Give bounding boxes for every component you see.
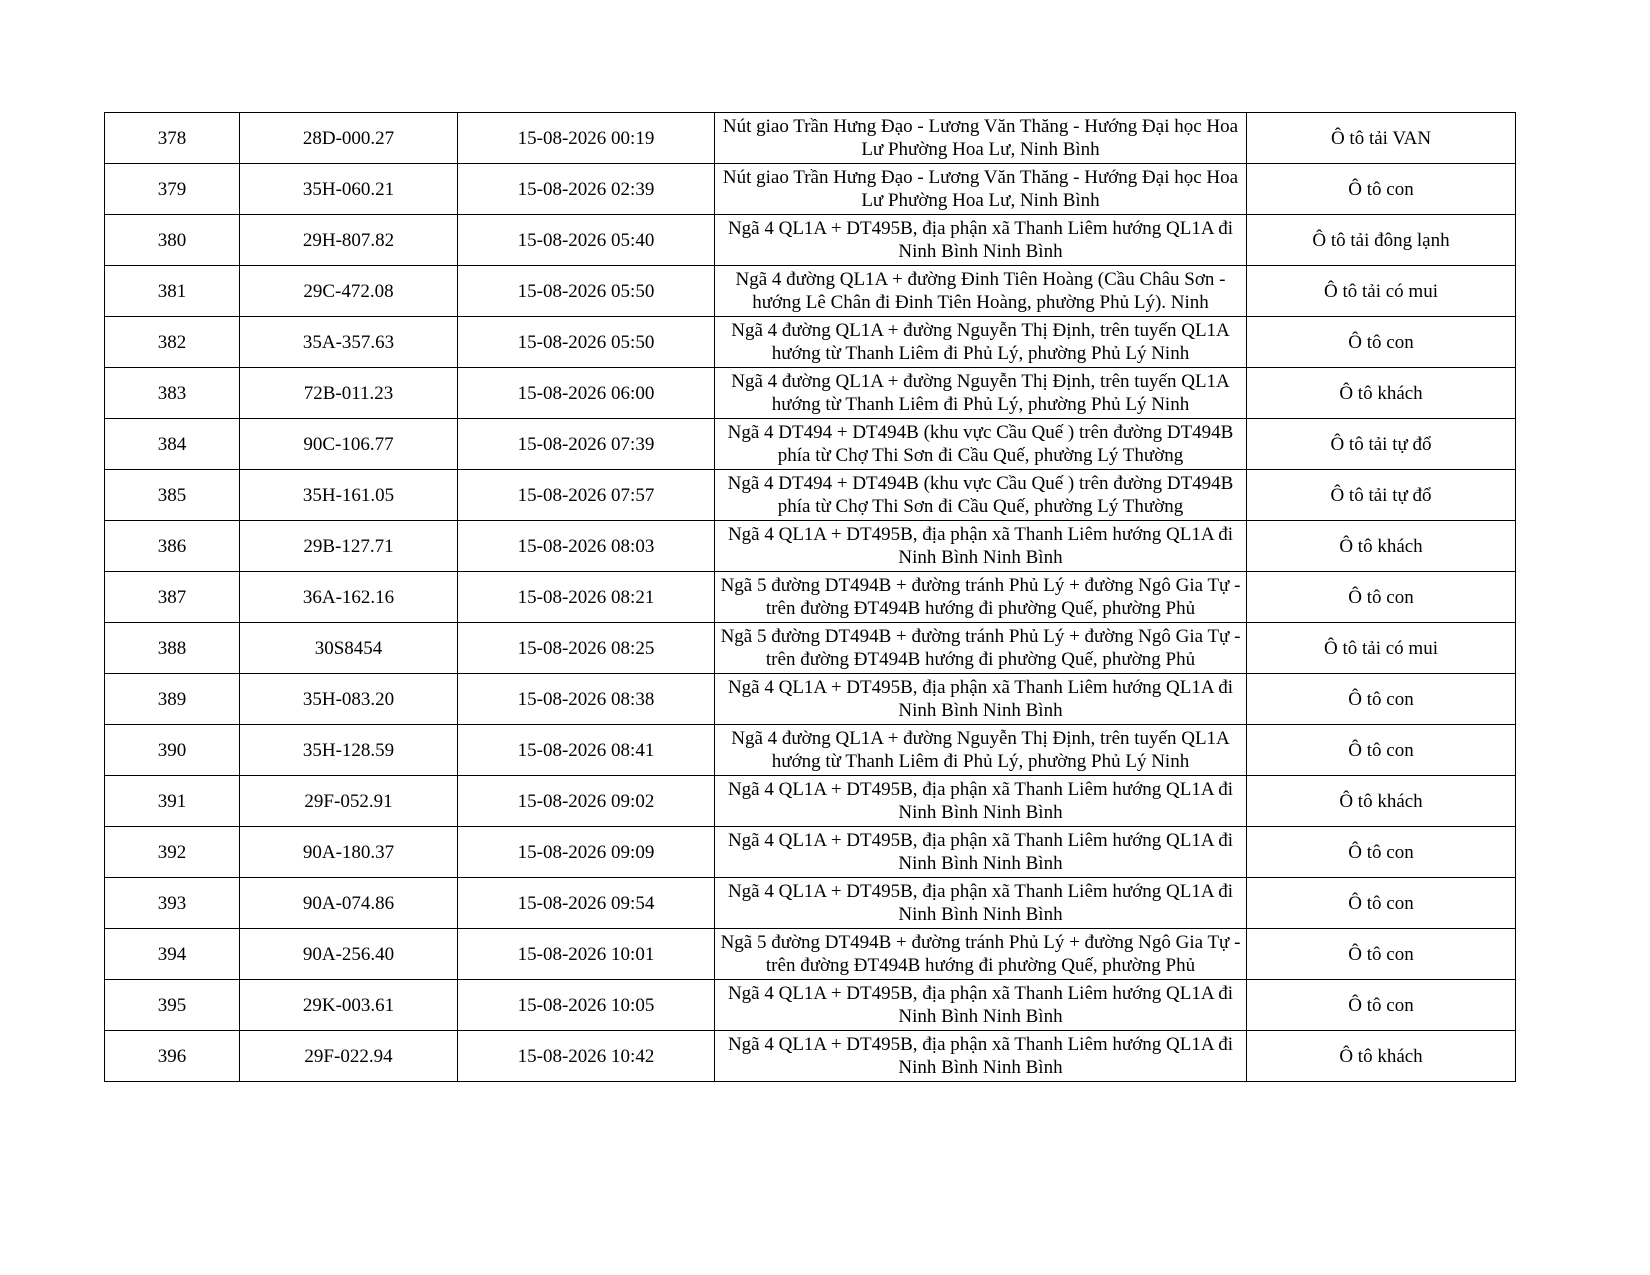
- vehicle-text: Ô tô con: [1348, 943, 1414, 965]
- cell-vehicle: [1247, 521, 1516, 572]
- stt-text: 388: [157, 637, 187, 659]
- table-row: [105, 827, 1516, 878]
- vehicle-text: Ô tô con: [1348, 841, 1414, 863]
- plate-text: 90A-074.86: [302, 892, 395, 914]
- time-text: 15-08-2026 07:57: [517, 484, 655, 506]
- location-text: Ngã 4 DT494 + DT494B (khu vực Cầu Quế ) trên đường DT494B phía từ Chợ Thi Sơn đi Cầu Quế, phường Lý Thường: [727, 422, 1234, 466]
- location-text: Nút giao Trần Hưng Đạo - Lương Văn Thăng - Hướng Đại học Hoa Lư Phường Hoa Lư, Ninh Bình: [722, 167, 1239, 211]
- cell-time: [458, 113, 715, 164]
- vehicle-text: Ô tô khách: [1339, 790, 1423, 812]
- location-text: Ngã 4 đường QL1A + đường Nguyễn Thị Định, trên tuyến QL1A hướng từ Thanh Liêm đi Phủ Lý, phường Phủ Lý Ninh: [731, 728, 1230, 772]
- cell-time: [458, 827, 715, 878]
- plate-text: 90C-106.77: [303, 433, 394, 455]
- stt-text: 382: [157, 331, 187, 353]
- stt-text: 379: [157, 178, 187, 200]
- cell-time: [458, 317, 715, 368]
- cell-plate: [240, 878, 458, 929]
- cell-plate: [240, 572, 458, 623]
- cell-time: [458, 1031, 715, 1082]
- cell-vehicle: [1247, 878, 1516, 929]
- table-row: [105, 1031, 1516, 1082]
- cell-vehicle: [1247, 164, 1516, 215]
- cell-vehicle: [1247, 725, 1516, 776]
- table-row: [105, 521, 1516, 572]
- time-text: 15-08-2026 10:05: [517, 994, 655, 1016]
- cell-plate: [240, 674, 458, 725]
- time-text: 15-08-2026 00:19: [517, 127, 655, 149]
- vehicle-text: Ô tô tải có mui: [1324, 637, 1438, 659]
- time-text: 15-08-2026 08:38: [517, 688, 655, 710]
- location-text: Ngã 4 DT494 + DT494B (khu vực Cầu Quế ) trên đường DT494B phía từ Chợ Thi Sơn đi Cầu Quế, phường Lý Thường: [727, 473, 1234, 517]
- vehicle-text: Ô tô tải đông lạnh: [1312, 229, 1450, 251]
- stt-text: 387: [157, 586, 187, 608]
- time-text: 15-08-2026 05:50: [517, 280, 655, 302]
- time-text: 15-08-2026 05:50: [517, 331, 655, 353]
- location-text: Ngã 4 QL1A + DT495B, địa phận xã Thanh Liêm hướng QL1A đi Ninh Bình Ninh Bình: [727, 830, 1234, 874]
- cell-time: [458, 572, 715, 623]
- location-text: Ngã 4 đường QL1A + đường Đinh Tiên Hoàng (Cầu Châu Sơn - hướng Lê Chân đi Đinh Tiên Hoàng, phường Phủ Lý). Ninh: [735, 269, 1226, 313]
- cell-location: [715, 317, 1247, 368]
- cell-location: [715, 521, 1247, 572]
- cell-vehicle: [1247, 215, 1516, 266]
- location-text: Ngã 5 đường DT494B + đường tránh Phủ Lý + đường Ngô Gia Tự - trên đường ĐT494B hướng đi phường Quế, phường Phủ: [720, 626, 1241, 670]
- cell-time: [458, 419, 715, 470]
- cell-stt: [105, 827, 240, 878]
- cell-plate: [240, 980, 458, 1031]
- table-row: [105, 164, 1516, 215]
- cell-stt: [105, 674, 240, 725]
- cell-vehicle: [1247, 317, 1516, 368]
- plate-text: 36A-162.16: [302, 586, 395, 608]
- cell-stt: [105, 164, 240, 215]
- cell-plate: [240, 164, 458, 215]
- location-text: Ngã 4 QL1A + DT495B, địa phận xã Thanh Liêm hướng QL1A đi Ninh Bình Ninh Bình: [727, 1034, 1234, 1078]
- location-text: Ngã 5 đường DT494B + đường tránh Phủ Lý + đường Ngô Gia Tự - trên đường ĐT494B hướng đi phường Quế, phường Phủ: [720, 932, 1241, 976]
- cell-time: [458, 215, 715, 266]
- table-row: [105, 317, 1516, 368]
- cell-plate: [240, 419, 458, 470]
- table-row: [105, 878, 1516, 929]
- cell-time: [458, 266, 715, 317]
- cell-plate: [240, 776, 458, 827]
- cell-time: [458, 521, 715, 572]
- cell-time: [458, 929, 715, 980]
- table-row: [105, 572, 1516, 623]
- stt-text: 383: [157, 382, 187, 404]
- plate-text: 30S8454: [314, 637, 383, 659]
- vehicle-text: Ô tô tải tự đổ: [1330, 484, 1432, 506]
- table-row: [105, 113, 1516, 164]
- table-row: [105, 674, 1516, 725]
- cell-location: [715, 215, 1247, 266]
- table-row: [105, 776, 1516, 827]
- location-text: Ngã 4 QL1A + DT495B, địa phận xã Thanh Liêm hướng QL1A đi Ninh Bình Ninh Bình: [727, 881, 1234, 925]
- cell-stt: [105, 1031, 240, 1082]
- cell-stt: [105, 368, 240, 419]
- cell-stt: [105, 776, 240, 827]
- cell-location: [715, 980, 1247, 1031]
- cell-vehicle: [1247, 929, 1516, 980]
- cell-vehicle: [1247, 623, 1516, 674]
- location-text: Nút giao Trần Hưng Đạo - Lương Văn Thăng - Hướng Đại học Hoa Lư Phường Hoa Lư, Ninh Bình: [722, 116, 1239, 160]
- plate-text: 90A-180.37: [302, 841, 395, 863]
- time-text: 15-08-2026 07:39: [517, 433, 655, 455]
- cell-location: [715, 164, 1247, 215]
- cell-plate: [240, 725, 458, 776]
- plate-text: 29B-127.71: [303, 535, 394, 557]
- stt-text: 392: [157, 841, 187, 863]
- plate-text: 35A-357.63: [302, 331, 395, 353]
- stt-text: 389: [157, 688, 187, 710]
- table-row: [105, 368, 1516, 419]
- stt-text: 381: [157, 280, 187, 302]
- cell-time: [458, 725, 715, 776]
- plate-text: 28D-000.27: [302, 127, 395, 149]
- cell-location: [715, 878, 1247, 929]
- table-row: [105, 266, 1516, 317]
- cell-stt: [105, 572, 240, 623]
- table-row: [105, 623, 1516, 674]
- cell-vehicle: [1247, 674, 1516, 725]
- cell-vehicle: [1247, 572, 1516, 623]
- cell-vehicle: [1247, 470, 1516, 521]
- cell-location: [715, 725, 1247, 776]
- cell-location: [715, 419, 1247, 470]
- location-text: Ngã 4 đường QL1A + đường Nguyễn Thị Định, trên tuyến QL1A hướng từ Thanh Liêm đi Phủ Lý, phường Phủ Lý Ninh: [731, 371, 1230, 415]
- time-text: 15-08-2026 09:09: [517, 841, 655, 863]
- cell-time: [458, 878, 715, 929]
- stt-text: 394: [157, 943, 187, 965]
- cell-time: [458, 164, 715, 215]
- cell-plate: [240, 1031, 458, 1082]
- vehicle-text: Ô tô khách: [1339, 382, 1423, 404]
- plate-text: 35H-083.20: [302, 688, 395, 710]
- cell-time: [458, 623, 715, 674]
- stt-text: 380: [157, 229, 187, 251]
- plate-text: 29K-003.61: [302, 994, 395, 1016]
- vehicle-text: Ô tô tải tự đổ: [1330, 433, 1432, 455]
- time-text: 15-08-2026 08:03: [517, 535, 655, 557]
- cell-vehicle: [1247, 113, 1516, 164]
- table-row: [105, 725, 1516, 776]
- time-text: 15-08-2026 05:40: [517, 229, 655, 251]
- vehicle-text: Ô tô con: [1348, 331, 1414, 353]
- cell-stt: [105, 980, 240, 1031]
- location-text: Ngã 4 QL1A + DT495B, địa phận xã Thanh Liêm hướng QL1A đi Ninh Bình Ninh Bình: [727, 983, 1234, 1027]
- cell-stt: [105, 878, 240, 929]
- cell-plate: [240, 215, 458, 266]
- cell-vehicle: [1247, 419, 1516, 470]
- vehicle-text: Ô tô khách: [1339, 1045, 1423, 1067]
- time-text: 15-08-2026 09:02: [517, 790, 655, 812]
- cell-time: [458, 776, 715, 827]
- table-row: [105, 980, 1516, 1031]
- vehicle-text: Ô tô con: [1348, 994, 1414, 1016]
- cell-plate: [240, 521, 458, 572]
- stt-text: 395: [157, 994, 187, 1016]
- cell-stt: [105, 317, 240, 368]
- plate-text: 90A-256.40: [302, 943, 395, 965]
- cell-stt: [105, 113, 240, 164]
- stt-text: 391: [157, 790, 187, 812]
- vehicle-text: Ô tô con: [1348, 739, 1414, 761]
- vehicle-text: Ô tô khách: [1339, 535, 1423, 557]
- cell-location: [715, 827, 1247, 878]
- location-text: Ngã 4 QL1A + DT495B, địa phận xã Thanh Liêm hướng QL1A đi Ninh Bình Ninh Bình: [727, 677, 1234, 721]
- cell-location: [715, 572, 1247, 623]
- cell-stt: [105, 725, 240, 776]
- table-body: [105, 113, 1516, 1082]
- cell-vehicle: [1247, 776, 1516, 827]
- vehicle-text: Ô tô con: [1348, 688, 1414, 710]
- cell-location: [715, 1031, 1247, 1082]
- cell-plate: [240, 470, 458, 521]
- plate-text: 35H-128.59: [302, 739, 395, 761]
- cell-time: [458, 470, 715, 521]
- plate-text: 29C-472.08: [303, 280, 394, 302]
- table-row: [105, 215, 1516, 266]
- stt-text: 384: [157, 433, 187, 455]
- cell-plate: [240, 827, 458, 878]
- time-text: 15-08-2026 10:01: [517, 943, 655, 965]
- stt-text: 386: [157, 535, 187, 557]
- vehicle-text: Ô tô tải VAN: [1330, 127, 1432, 149]
- cell-stt: [105, 215, 240, 266]
- cell-plate: [240, 929, 458, 980]
- cell-time: [458, 368, 715, 419]
- time-text: 15-08-2026 08:41: [517, 739, 655, 761]
- table-row: [105, 929, 1516, 980]
- cell-stt: [105, 623, 240, 674]
- cell-vehicle: [1247, 368, 1516, 419]
- cell-plate: [240, 113, 458, 164]
- vehicle-text: Ô tô con: [1348, 178, 1414, 200]
- plate-text: 35H-060.21: [302, 178, 395, 200]
- cell-stt: [105, 470, 240, 521]
- cell-time: [458, 674, 715, 725]
- plate-text: 72B-011.23: [303, 382, 394, 404]
- cell-location: [715, 929, 1247, 980]
- stt-text: 396: [157, 1045, 187, 1067]
- cell-location: [715, 113, 1247, 164]
- cell-stt: [105, 929, 240, 980]
- vehicle-text: Ô tô tải có mui: [1324, 280, 1438, 302]
- cell-location: [715, 674, 1247, 725]
- stt-text: 385: [157, 484, 187, 506]
- time-text: 15-08-2026 10:42: [517, 1045, 655, 1067]
- cell-plate: [240, 623, 458, 674]
- cell-vehicle: [1247, 266, 1516, 317]
- vehicle-text: Ô tô con: [1348, 586, 1414, 608]
- cell-location: [715, 470, 1247, 521]
- cell-location: [715, 623, 1247, 674]
- location-text: Ngã 4 QL1A + DT495B, địa phận xã Thanh Liêm hướng QL1A đi Ninh Bình Ninh Bình: [727, 779, 1234, 823]
- plate-text: 29H-807.82: [302, 229, 395, 251]
- cell-vehicle: [1247, 980, 1516, 1031]
- location-text: Ngã 4 QL1A + DT495B, địa phận xã Thanh Liêm hướng QL1A đi Ninh Bình Ninh Bình: [727, 524, 1234, 568]
- time-text: 15-08-2026 06:00: [517, 382, 655, 404]
- document-page: [104, 112, 1515, 1082]
- cell-time: [458, 980, 715, 1031]
- stt-text: 378: [157, 127, 187, 149]
- stt-text: 390: [157, 739, 187, 761]
- plate-text: 29F-022.94: [304, 1045, 393, 1067]
- cell-plate: [240, 368, 458, 419]
- time-text: 15-08-2026 02:39: [517, 178, 655, 200]
- vehicle-text: Ô tô con: [1348, 892, 1414, 914]
- table-row: [105, 419, 1516, 470]
- stt-text: 393: [157, 892, 187, 914]
- cell-location: [715, 368, 1247, 419]
- location-text: Ngã 4 đường QL1A + đường Nguyễn Thị Định, trên tuyến QL1A hướng từ Thanh Liêm đi Phủ Lý, phường Phủ Lý Ninh: [731, 320, 1230, 364]
- cell-location: [715, 266, 1247, 317]
- location-text: Ngã 4 QL1A + DT495B, địa phận xã Thanh Liêm hướng QL1A đi Ninh Bình Ninh Bình: [727, 218, 1234, 262]
- cell-location: [715, 776, 1247, 827]
- time-text: 15-08-2026 09:54: [517, 892, 655, 914]
- table-row: [105, 470, 1516, 521]
- time-text: 15-08-2026 08:21: [517, 586, 655, 608]
- violations-table: [104, 112, 1516, 1082]
- cell-stt: [105, 521, 240, 572]
- plate-text: 29F-052.91: [304, 790, 393, 812]
- plate-text: 35H-161.05: [302, 484, 395, 506]
- cell-stt: [105, 419, 240, 470]
- cell-vehicle: [1247, 1031, 1516, 1082]
- cell-stt: [105, 266, 240, 317]
- cell-vehicle: [1247, 827, 1516, 878]
- location-text: Ngã 5 đường DT494B + đường tránh Phủ Lý + đường Ngô Gia Tự - trên đường ĐT494B hướng đi phường Quế, phường Phủ: [720, 575, 1241, 619]
- cell-plate: [240, 266, 458, 317]
- cell-plate: [240, 317, 458, 368]
- time-text: 15-08-2026 08:25: [517, 637, 655, 659]
